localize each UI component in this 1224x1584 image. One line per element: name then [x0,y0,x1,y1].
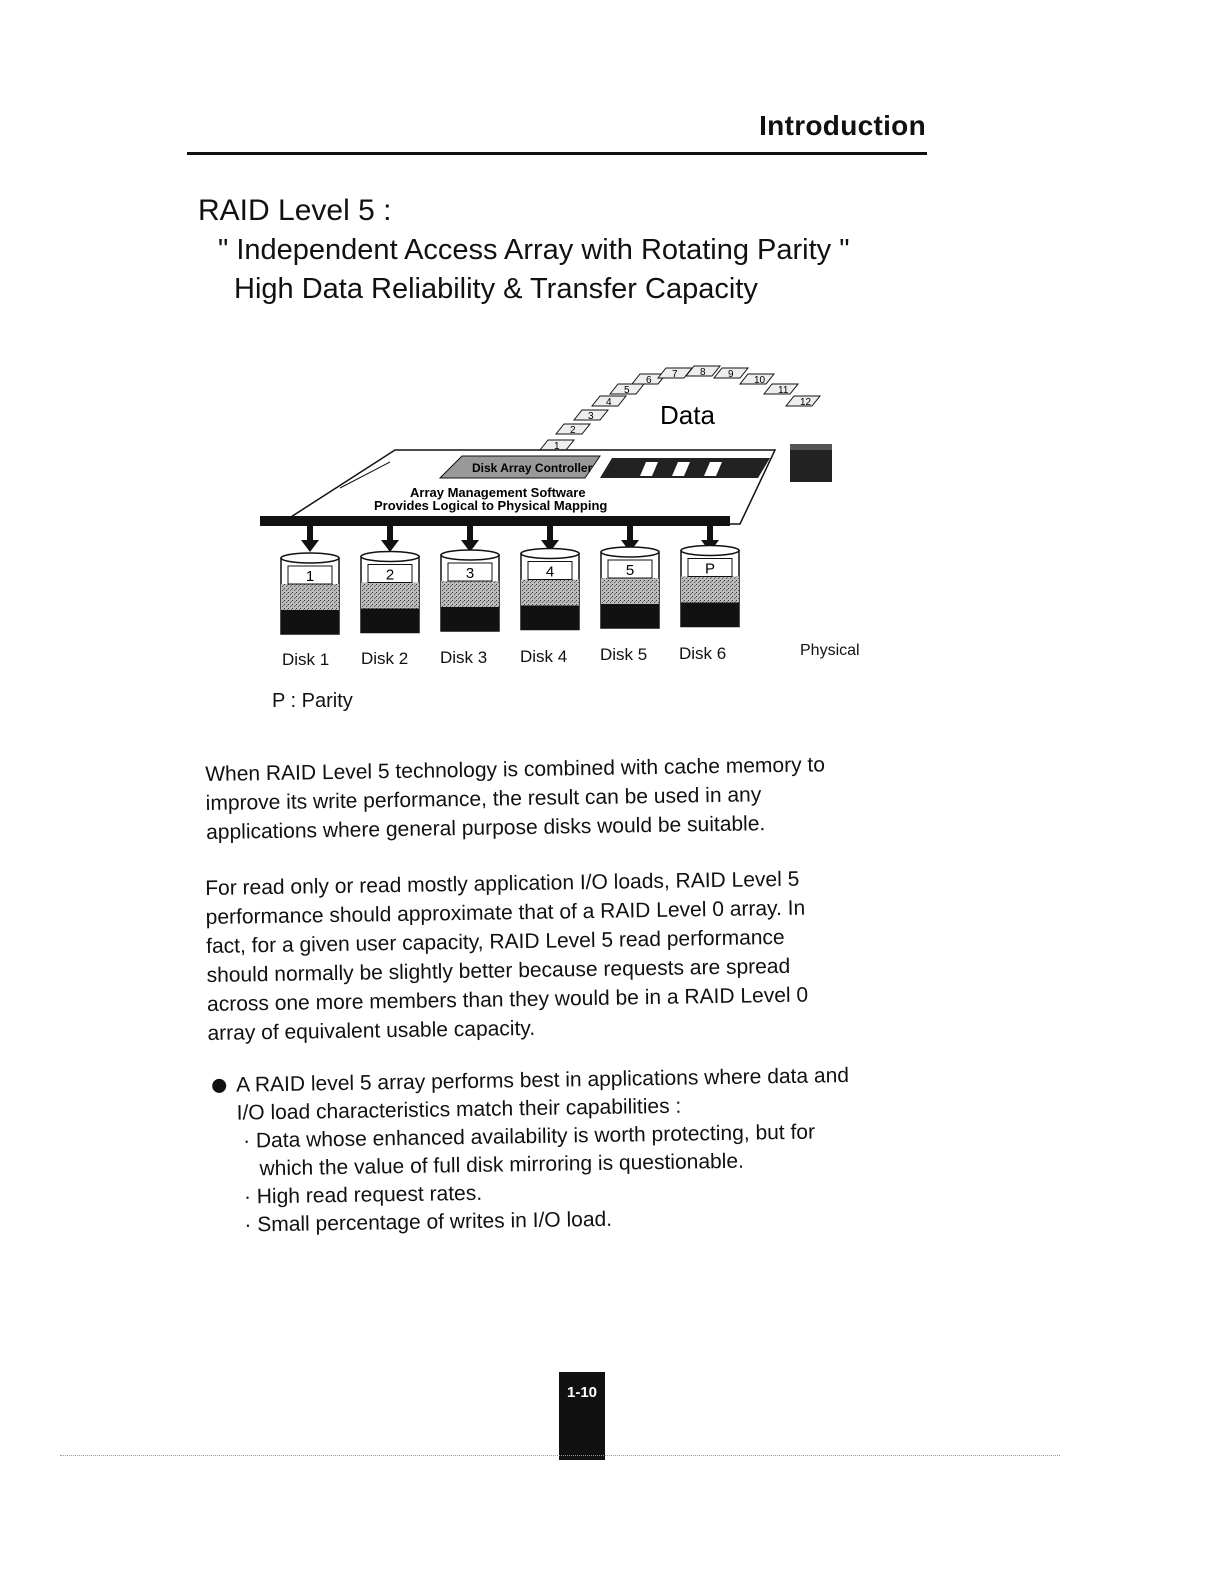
disk-label: Disk 2 [361,649,409,668]
disk-label: Disk 6 [679,644,727,663]
sub-bullet: · Data whose enhanced availability is worth protecting, but for [242,1120,816,1153]
raid5-diagram [240,360,900,700]
title-line-3: High Data Reliability & Transfer Capacity [234,273,758,305]
data-block [740,374,774,386]
disk-tag: 4 [545,563,555,581]
data-block-number: 5 [624,385,630,396]
disk-top [281,553,339,563]
arrow-shaft [387,526,393,542]
disk-tag: 3 [465,565,475,582]
header-title: Introduction [759,110,926,141]
disk-dark-band [361,609,419,633]
paragraph-line: across one more members than they would be in a RAID Level 0 [206,983,809,1016]
software-label-2: Provides Logical to Physical Mapping [374,498,608,513]
paragraph-line: applications where general purpose disks would be suitable. [205,812,766,844]
sub-bullet-text: Data whose enhanced availability is worth protecting, but for [255,1120,816,1153]
storage-unit-top [790,444,832,450]
bullet-main-text: A RAID level 5 array performs best in applications where data and [236,1063,850,1097]
disk-label: Disk 4 [520,647,568,666]
data-block [786,396,820,408]
data-block-number: 12 [800,397,812,408]
data-block [556,424,590,436]
disk-label: Disk 5 [600,645,648,664]
paragraph-line: fact, for a given user capacity, RAID Level 5 read performance [205,925,785,958]
disk-dither-band [601,578,659,604]
disk-top [601,547,659,557]
disk-dark-band [281,610,339,634]
physical-label: Physical [800,642,860,659]
platform-line [340,462,390,488]
down-arrow-icon [381,540,399,552]
data-block-number: 1 [554,441,560,452]
bullet-list [212,1061,935,1240]
arrow-shaft [547,526,553,542]
data-block-number: 8 [700,367,706,378]
parity-legend: P : Parity [272,690,353,712]
disk-dither-band [281,584,339,610]
data-block-number: 7 [672,369,678,380]
paragraph-1 [205,749,926,847]
disk-dark-band [441,607,499,631]
controller-label: Disk Array Controller [472,461,593,475]
sub-bullet-text: Small percentage of writes in I/O load. [257,1207,613,1237]
data-block [592,396,626,408]
data-block [610,384,644,396]
paragraph-line: When RAID Level 5 technology is combined with cache memory to [205,753,826,786]
sub-bullet: · Small percentage of writes in I/O load. [244,1207,613,1237]
scan-artifact-line [60,1455,1060,1456]
arrow-shaft [707,526,713,542]
sub-bullet-cont: which the value of full disk mirroring is questionable. [259,1149,745,1181]
data-block-number: 2 [570,425,576,436]
disk-top [361,552,419,562]
software-label-1: Array Management Software [410,485,586,500]
disk-5 [601,526,659,628]
disk-tag: P [704,560,716,578]
disk-dark-band [681,603,739,627]
disk-dither-band [681,577,739,603]
disk-4 [521,526,579,630]
down-arrow-icon [301,540,319,552]
controller-slots [640,462,722,476]
data-block [714,368,748,380]
data-block-number: 3 [588,411,594,422]
arrow-shaft [307,526,313,542]
disk-top [681,546,739,556]
disk-dither-band [521,580,579,606]
title-block [198,193,850,307]
disk-dark-band [521,606,579,630]
disk-dark-band [601,604,659,628]
data-block-number: 4 [606,397,612,408]
bullet-dot-icon [212,1079,226,1093]
bus-bar [260,516,730,526]
paragraph-line: performance should approximate that of a RAID Level 0 array. In [205,896,806,929]
disk-top [521,549,579,559]
data-block-number: 11 [778,385,789,396]
paragraph-line: should normally be slightly better because requests are spread [206,954,791,987]
title-line-1: RAID Level 5 : [198,194,392,227]
disk-tag: 1 [305,568,315,585]
disk-tag: 5 [625,562,635,579]
data-block-number: 6 [646,375,652,386]
data-block [764,384,798,396]
disk-3 [441,526,499,631]
page-number: 1-10 [559,1372,605,1460]
disk-label: Disk 3 [440,648,488,667]
disk-group [281,526,739,634]
header-rule [187,152,927,155]
disk-dither-band [361,583,419,609]
bullet-main-cont: I/O load characteristics match their capabilities : [236,1094,682,1125]
paragraph-2 [205,863,928,1048]
disk-1 [281,526,339,634]
paragraph-line: array of equivalent usable capacity. [207,1016,536,1045]
data-block-number: 9 [728,369,734,380]
arrow-shaft [467,526,473,542]
data-block [658,368,692,380]
disk-6 [681,526,739,627]
sub-bullet: · High read request rates. [243,1181,483,1209]
arrow-shaft [627,526,633,542]
paragraph-line: improve its write performance, the result can be used in any [205,783,762,815]
disk-dither-band [441,581,499,607]
disk-2 [361,526,419,633]
diagram-svg [240,360,900,660]
paragraph-line: For read only or read mostly application I/O loads, RAID Level 5 [205,867,800,900]
data-block-number: 10 [754,375,766,386]
sub-bullet-text: High read request rates. [256,1181,483,1209]
data-block [574,410,608,422]
data-label: Data [660,400,715,430]
title-line-2: " Independent Access Array with Rotating Parity " [218,234,850,266]
disk-tag: 2 [385,566,395,584]
disk-top [441,550,499,560]
disk-label: Disk 1 [282,650,330,669]
